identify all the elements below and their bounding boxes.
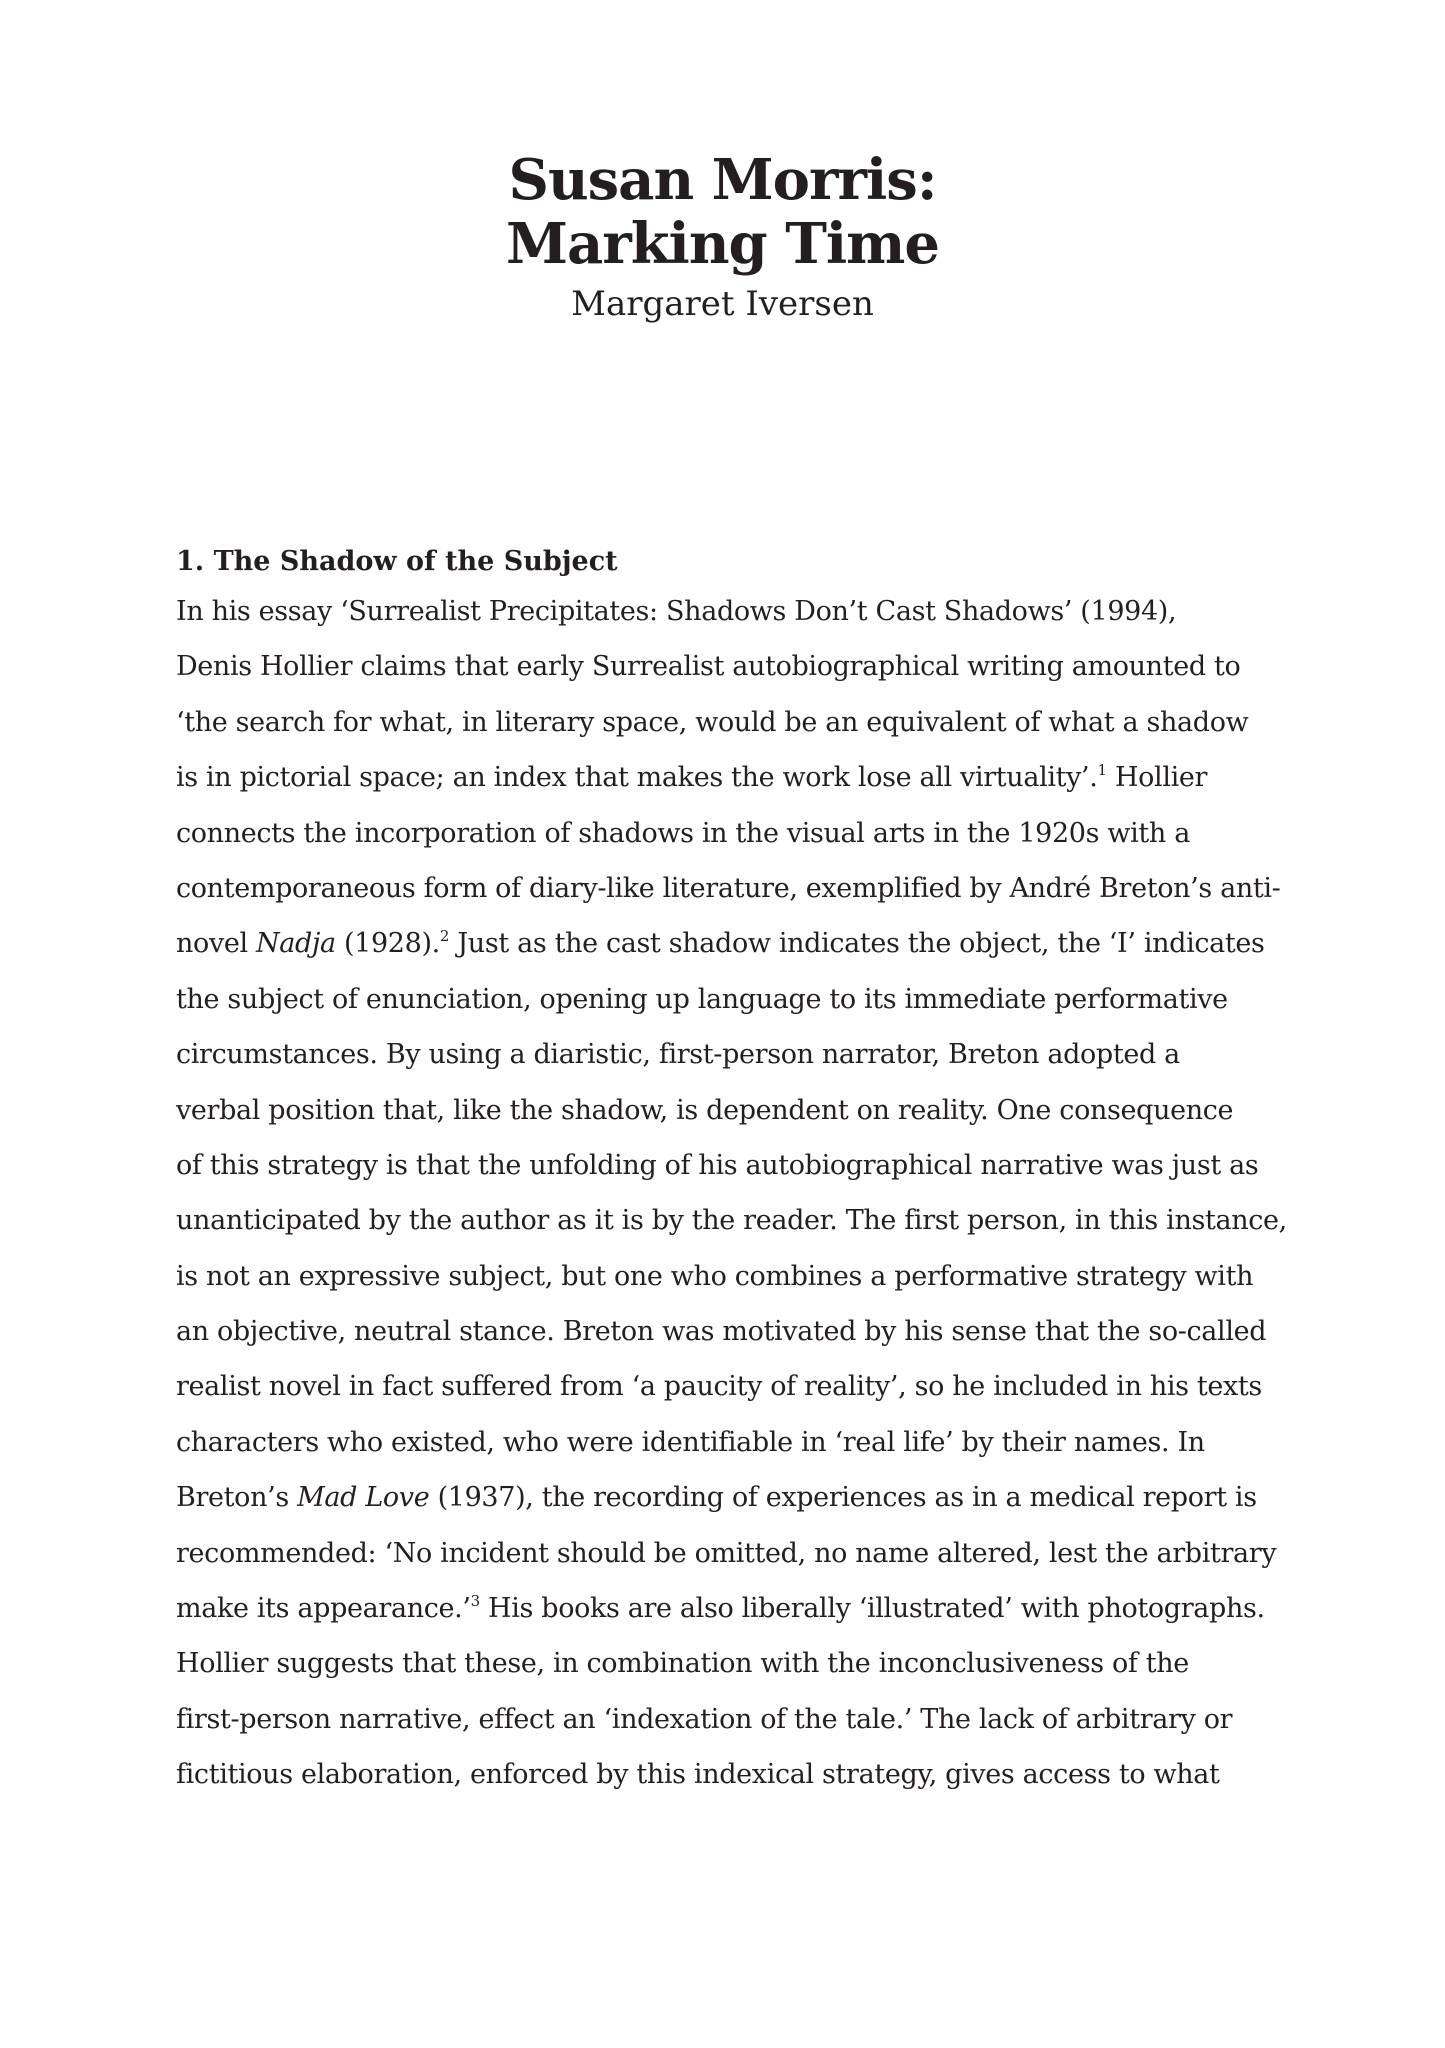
body-line-7-rest: Just as the cast shadow indicates the object, the ‘I’ indicates [449,928,1265,960]
body-line-13: is not an expressive subject, but one who combines a performative strategy with [176,1260,1254,1292]
body-line-3: ‘the search for what, in literary space, would be an equivalent of what a shadow [176,706,1249,738]
body-line-5: connects the incorporation of shadows in the visual arts in the 1920s with a [176,817,1190,849]
body-line-7 [176,916,1326,971]
title-block [0,148,1445,326]
body-line-16: characters who existed, who were identifiable in ‘real life’ by their names. In [176,1426,1205,1458]
body-line-4-tail: Hollier [1106,762,1208,794]
body-line-10: verbal position that, like the shadow, is dependent on reality. One consequence [176,1094,1234,1126]
body-line-4 [176,750,1326,805]
body-line-8: the subject of enunciation, opening up language to its immediate performative [176,983,1228,1015]
body-line-7-date: (1928). [335,928,440,960]
body-line-12: unanticipated by the author as it is by the reader. The first person, in this instance, [176,1205,1287,1237]
body-line-9: circumstances. By using a diaristic, first-person narrator, Breton adopted a [176,1039,1180,1071]
body-line-7-text: novel [176,928,248,960]
footnote-mark-1[interactable]: 1 [1097,761,1107,780]
body-line-17-tail: (1937), the recording of experiences as in a medical report is [429,1482,1257,1514]
body-line-18: recommended: ‘No incident should be omitted, no name altered, lest the arbitrary [176,1537,1277,1569]
body-line-17-text: Breton’s [176,1482,289,1514]
body-line-21: first-person narrative, effect an ‘indexation of the tale.’ The lack of arbitrary or [176,1703,1233,1735]
body-line-14: an objective, neutral stance. Breton was motivated by his sense that the so-called [176,1316,1267,1348]
footnote-mark-2[interactable]: 2 [439,927,450,946]
essay-title-line-2: Marking Time [505,211,940,277]
body-line-19 [176,1581,1326,1636]
body-line-19-text: make its appearance.’ [176,1593,471,1625]
title-mad-love: Mad Love [297,1482,430,1514]
body-line-19-tail: His books are also liberally ‘illustrated’ with photographs. [479,1593,1265,1625]
body-line-6: contemporaneous form of diary-like literature, exemplified by André Breton’s anti- [176,872,1281,904]
body-line-11: of this strategy is that the unfolding of his autobiographical narrative was just as [176,1149,1259,1181]
essay-body [176,540,1326,1803]
body-line-1: In his essay ‘Surrealist Precipitates: Shadows Don’t Cast Shadows’ (1994), [176,596,1177,627]
author-name: Margaret Iversen [571,284,874,324]
body-line-4-text: is in pictorial space; an index that makes the work lose all virtuality’. [176,762,1098,794]
body-line-17 [176,1470,1326,1525]
body-line-22: fictitious elaboration, enforced by this indexical strategy, gives access to what [176,1759,1220,1791]
body-line-15: realist novel in fact suffered from ‘a paucity of reality’, so he included in his texts [176,1371,1262,1403]
body-line-20: Hollier suggests that these, in combination with the inconclusiveness of the [176,1648,1189,1680]
title-nadja: Nadja [256,928,336,960]
body-line-2: Denis Hollier claims that early Surrealist autobiographical writing amounted to [176,651,1241,683]
essay-title-line-1: Susan Morris: [508,147,937,213]
footnote-mark-3[interactable]: 3 [470,1592,480,1611]
section-heading: 1. The Shadow of the Subject [176,546,618,577]
